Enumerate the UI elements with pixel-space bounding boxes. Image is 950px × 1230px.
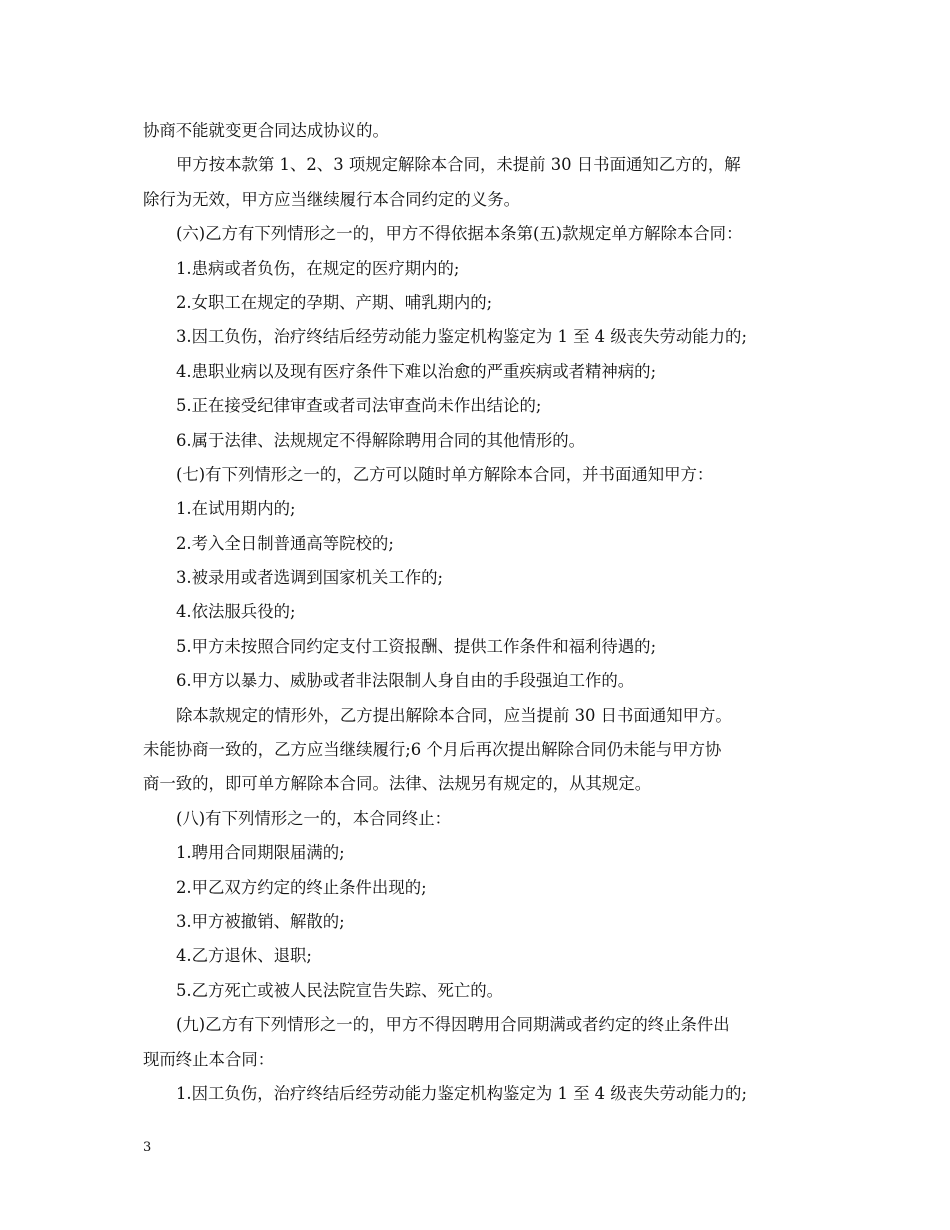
text-line: 甲方按本款第 1、2、3 项规定解除本合同，未提前 30 日书面通知乙方的，解 — [176, 155, 741, 175]
text-line: 6.甲方以暴力、威胁或者非法限制人身自由的手段强迫工作的。 — [176, 671, 635, 691]
text-line: 4.患职业病以及现有医疗条件下难以治愈的严重疾病或者精神病的; — [176, 361, 657, 381]
text-line: 1.因工负伤，治疗终结后经劳动能力鉴定机构鉴定为 1 至 4 级丧失劳动能力的; — [176, 1083, 747, 1103]
page-number: 3 — [143, 1140, 152, 1155]
text-line: (八)有下列情形之一的，本合同终止： — [176, 808, 452, 828]
text-line: 1.聘用合同期限届满的; — [176, 843, 345, 863]
text-line: 现而终止本合同： — [143, 1049, 275, 1069]
text-line: 4.依法服兵役的; — [176, 602, 296, 622]
text-line: 除行为无效，甲方应当继续履行本合同约定的义务。 — [143, 189, 520, 209]
text-line: 协商不能就变更合同达成协议的。 — [143, 121, 389, 140]
text-line: 未能协商一致的，乙方应当继续履行;6 个月后再次提出解除合同仍未能与甲方协 — [143, 740, 722, 760]
text-line: 3.因工负伤，治疗终结后经劳动能力鉴定机构鉴定为 1 至 4 级丧失劳动能力的; — [176, 327, 747, 347]
text-line: 2.考入全日制普通高等院校的; — [176, 533, 394, 553]
text-line: (九)乙方有下列情形之一的，甲方不得因聘用合同期满或者约定的终止条件出 — [176, 1015, 730, 1035]
text-line: 5.甲方未按照合同约定支付工资报酬、提供工作条件和福利待遇的; — [176, 636, 657, 656]
text-line: 1.患病或者负伤，在规定的医疗期内的; — [176, 258, 460, 278]
text-line: 1.在试用期内的; — [176, 499, 296, 519]
document-body — [143, 114, 811, 1111]
text-line: 3.甲方被撤销、解散的; — [176, 911, 345, 931]
text-line: (六)乙方有下列情形之一的，甲方不得依据本条第(五)款规定单方解除本合同： — [176, 224, 743, 244]
text-line: 5.乙方死亡或被人民法院宣告失踪、死亡的。 — [176, 980, 504, 1000]
text-line: 5.正在接受纪律审查或者司法审查尚未作出结论的; — [176, 396, 542, 416]
text-line: 除本款规定的情形外，乙方提出解除本合同，应当提前 30 日书面通知甲方。 — [176, 705, 732, 725]
text-line: 2.女职工在规定的孕期、产期、哺乳期内的; — [176, 292, 493, 312]
text-line: 2.甲乙双方约定的终止条件出现的; — [176, 877, 427, 897]
text-line: 4.乙方退休、退职; — [176, 946, 312, 966]
text-line: (七)有下列情形之一的，乙方可以随时单方解除本合同，并书面通知甲方： — [176, 464, 714, 484]
text-line: 商一致的，即可单方解除本合同。法律、法规另有规定的，从其规定。 — [143, 774, 652, 794]
text-line: 6.属于法律、法规规定不得解除聘用合同的其他情形的。 — [176, 430, 586, 450]
text-line: 3.被录用或者选调到国家机关工作的; — [176, 568, 444, 588]
